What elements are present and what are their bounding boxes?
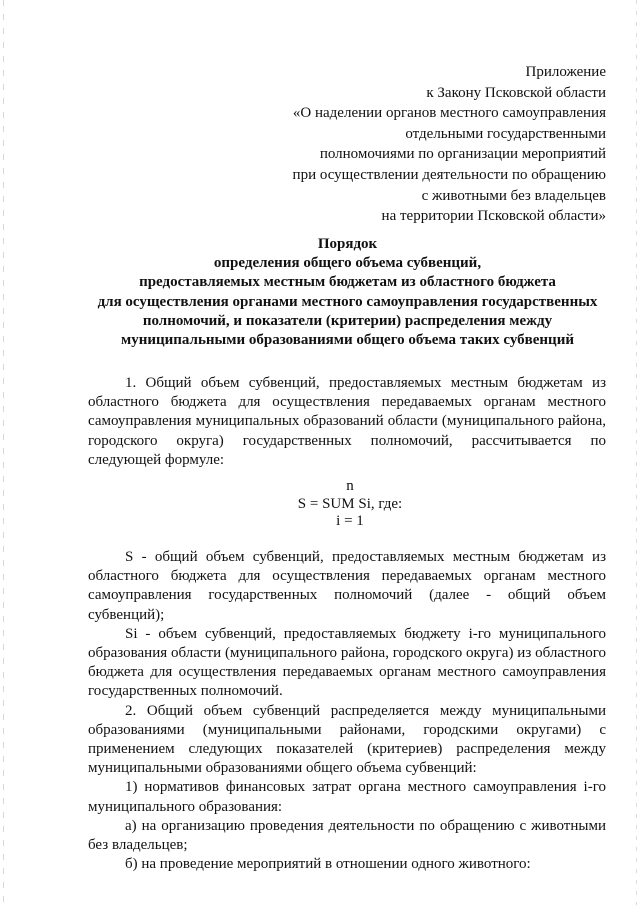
title-line: Порядок [317,236,378,252]
definition-s: S - общий объем субвенций, предоставляемых местным бюджетам из областного бюджета для осуществления передаваемых органам местного самоуправления государственных полномочий (далее - общий объем субвенций); [88,549,606,623]
section-2-item-1: 1) нормативов финансовых затрат органа местного самоуправления i-го муниципального образования: [88,779,606,815]
title-line: предоставляемых местным бюджетам из областного бюджета [139,274,556,291]
appendix-line: при осуществлении деятельности по обращению [292,166,606,183]
appendix-line: Приложение [525,64,606,80]
appendix-block [246,62,606,227]
appendix-line: на территории Псковской области» [381,208,606,225]
appendix-line: с животными без владельцев [421,187,606,204]
title-line: полномочий, и показатели (критерии) распределения между [142,312,553,329]
scan-edge-left [3,0,4,905]
section-2-paragraph: 2. Общий объем субвенций распределяется между муниципальными образованиями (муниципальными районами, городскими округами) с применением следующих показателей (критериев) распределения между муниципальными образованиями общего объема субвенций: [88,702,606,777]
section-2-item-1a: а) на организацию проведения деятельности по обращению с животными без владельцев; [88,817,606,854]
scan-edge-right [636,0,637,905]
formula-block [180,478,520,531]
formula-lower-limit: i = 1 [336,513,364,529]
appendix-line: «О наделении органов местного самоуправления [292,105,606,122]
appendix-line: отдельными государственными [405,125,606,142]
section-1 [88,374,606,470]
definition-si: Si - объем субвенций, предоставляемых бюджету i-го муниципального образования области (муниципального района, городского округа) из областного бюджета для осуществления передаваемых органам местного самоуправления государственных полномочий. [88,625,606,700]
section-1-paragraph: 1. Общий объем субвенций, предоставляемых местным бюджетам из областного бюджета для осуществления передаваемых органам местного самоуправления муниципальных образований области (муниципального района, городского округа) государственных полномочий, рассчитывается по следующей формуле: [88,375,606,468]
formula-upper-limit: n [346,478,354,494]
title-line: муниципальными образованиями общего объема таких субвенций [121,332,574,349]
title-line: определения общего объема субвенций, [213,255,482,272]
section-2-item-1b: б) на проведение мероприятий в отношении одного животного: [125,856,531,873]
title-line: для осуществления органами местного самоуправления государственных [97,293,598,310]
formula-main: S = SUM Si, где: [297,495,403,512]
appendix-line: полномочиями по организации мероприятий [319,146,606,163]
appendix-line: к Закону Псковской области [426,84,606,101]
document-title [60,235,635,350]
definitions-block [88,548,606,874]
